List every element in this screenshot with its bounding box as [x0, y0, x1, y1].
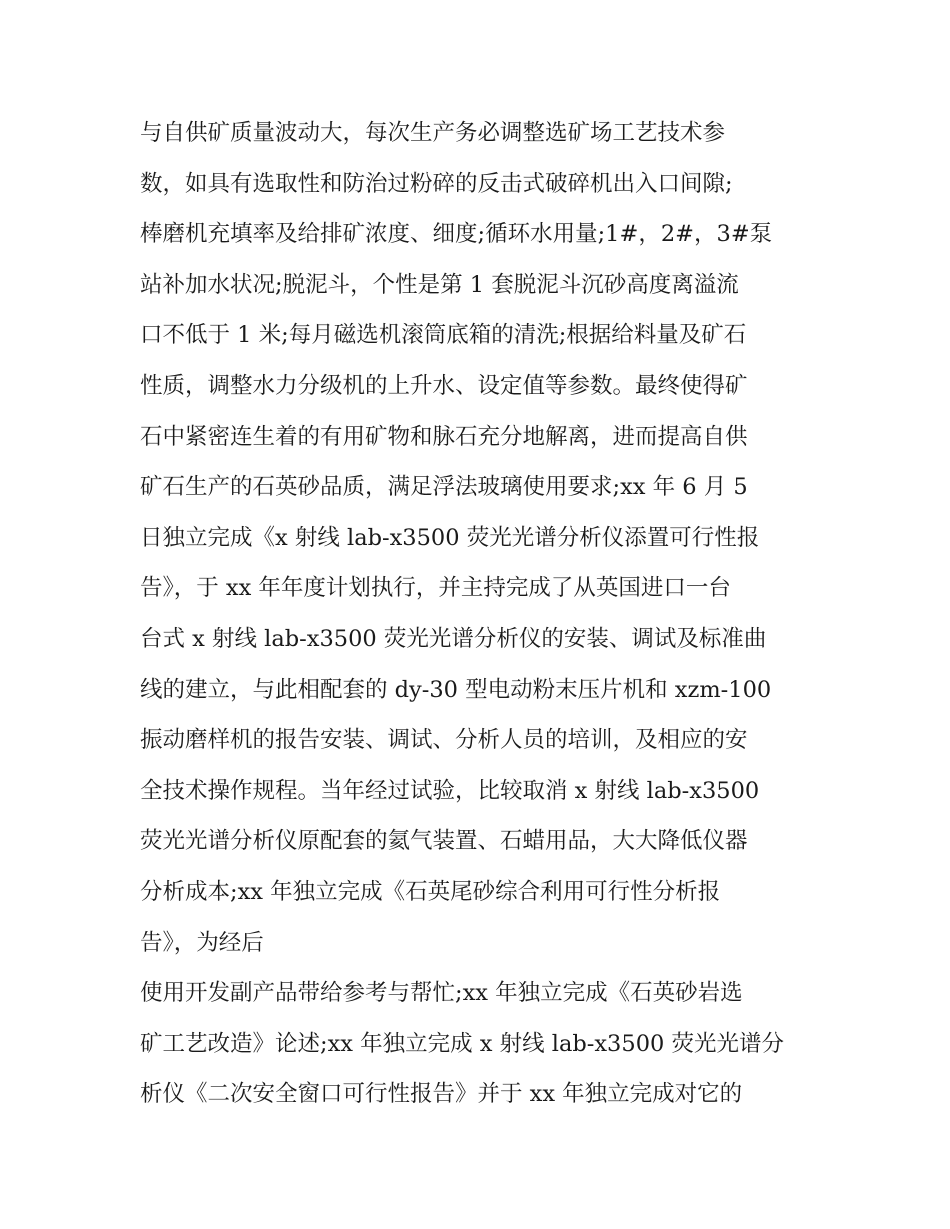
text-line: 线的建立，与此相配套的 dy-30 型电动粉末压片机和 xzm-100	[140, 676, 772, 703]
text-line: 矿石生产的石英砂品质，满足浮法玻璃使用要求;xx 年 6 月 5	[140, 474, 748, 501]
text-line: 荧光光谱分析仪原配套的氦气装置、石蜡用品，大大降低仪器	[140, 828, 748, 855]
text-line: 台式 x 射线 lab-x3500 荧光光谱分析仪的安装、调试及标准曲	[140, 625, 767, 652]
text-line: 分析成本;xx 年独立完成《石英尾砂综合利用可行性分析报	[140, 878, 721, 905]
text-line: 告》，于 xx 年年度计划执行，并主持完成了从英国进口一台	[140, 575, 731, 602]
text-line: 全技术操作规程。当年经过试验，比较取消 x 射线 lab-x3500	[140, 777, 760, 804]
text-line: 使用开发副产品带给参考与帮忙;xx 年独立完成《石英砂岩选	[140, 980, 743, 1007]
text-line: 口不低于 1 米;每月磁选机滚筒底箱的清洗;根据给料量及矿石	[140, 322, 747, 349]
text-line: 矿工艺改造》论述;xx 年独立完成 x 射线 lab-x3500 荧光光谱分	[140, 1030, 784, 1057]
document-body	[140, 108, 830, 1120]
text-line: 析仪《二次安全窗口可行性报告》并于 xx 年独立完成对它的	[140, 1081, 743, 1108]
text-line: 性质，调整水力分级机的上升水、设定值等参数。最终使得矿	[140, 372, 748, 399]
text-line: 告》，为经后	[140, 929, 264, 956]
text-line: 与自供矿质量波动大，每次生产务必调整选矿场工艺技术参	[140, 120, 726, 146]
text-line: 站补加水状况;脱泥斗，个性是第 1 套脱泥斗沉砂高度离溢流	[140, 271, 739, 298]
text-line: 日独立完成《x 射线 lab-x3500 荧光光谱分析仪添置可行性报	[140, 524, 760, 551]
text-line: 棒磨机充填率及给排矿浓度、细度;循环水用量;1#，2#，3#泵	[140, 221, 773, 248]
text-line: 石中紧密连生着的有用矿物和脉石充分地解离，进而提高自供	[140, 423, 748, 450]
text-line: 振动磨样机的报告安装、调试、分析人员的培训，及相应的安	[140, 727, 748, 754]
text-line: 数，如具有选取性和防治过粉碎的反击式破碎机出入口间隙;	[140, 170, 733, 197]
